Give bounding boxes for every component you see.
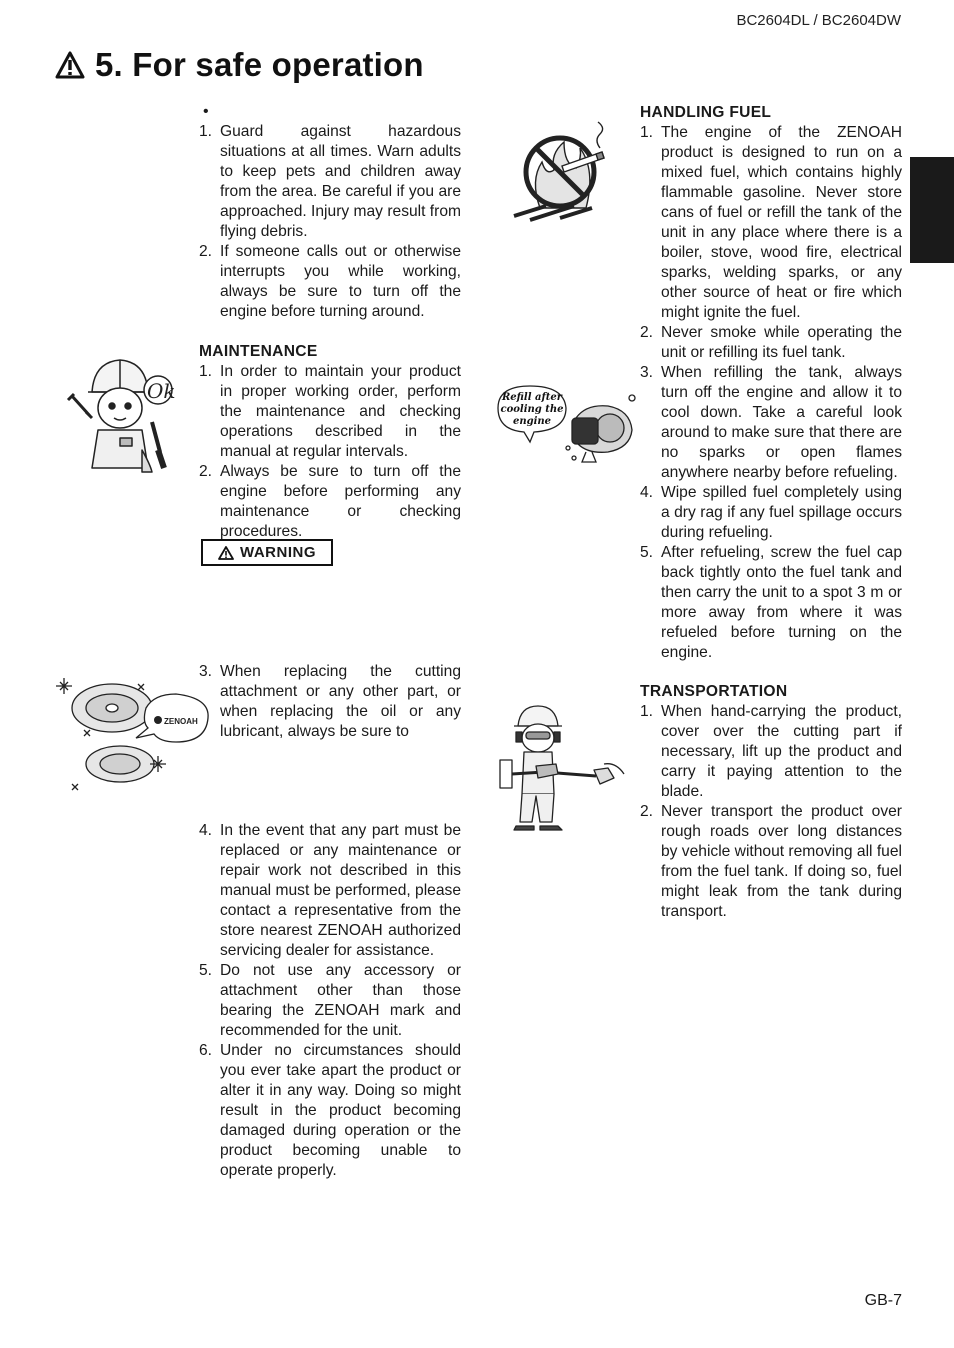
warning-triangle-icon [218,546,234,560]
blade-replacement-illustration [50,668,215,796]
list-item: 1. Guard against hazardous situations at all times. Warn adults to keep pets and children away from the area. Be careful if you are approached. Injury may result from flying debris. [199,123,461,240]
list-item: 6. Under no circumstances should you ever take apart the product or alter it in any way. Doing so might result in the product becoming damaged during operation or the product becoming unable to operate properly. [199,1042,461,1179]
list-item: 3. When replacing the cutting attachment or any other part, or when replacing the oil or any lubricant, always be sure to [199,663,461,740]
replacement-item [199,662,461,742]
list-item: 1. The engine of the ZENOAH product is designed to run on a mixed fuel, which contains highly flammable gasoline. Never store cans of fuel or refill the tank of the unit in any place where there is a boiler, stove, wood fire, electrical sparks, welding sparks, or any other source of heat or fire which might ignite the fuel. [640,124,902,321]
carrying-worker-illustration [496,704,628,834]
list-item: 3. When refilling the tank, always turn off the engine and allow it to cool down. Take a careful look around to make sure that there are no sparks or open flames anywhere nearby before refueling. [640,364,902,481]
list-item: 2. If someone calls out or otherwise interrupts you while working, always be sure to turn off the engine before turning around. [199,243,461,320]
page-title [55,46,424,84]
list-item: 5. Do not use any accessory or attachment other than those bearing the ZENOAH mark and recommended for the unit. [199,962,461,1039]
list-item: 2. Never transport the product over rough roads over long distances by vehicle without removing all fuel from the fuel tank. If doing so, fuel might leak from the tank during transport. [640,803,902,920]
maintenance-worker-illustration [62,352,180,474]
bubble-line-1: Refill after [501,392,563,403]
list-item: 2. Always be sure to turn off the engine before performing any maintenance or checking procedures. [199,463,461,540]
transport-section [640,682,902,922]
maintenance-list [199,362,461,542]
service-items [199,821,461,1181]
transport-heading: TRANSPORTATION [640,683,788,700]
list-item: 1. When hand-carrying the product, cover over the cutting part if necessary, lift up the product and carry it paying attention to the blade. [640,703,902,800]
brand-label: ZENOAH [164,717,198,726]
no-fire-no-smoking-illustration [510,120,610,224]
bubble-line-2: cooling the [500,404,564,415]
page-number: GB-7 [864,1292,902,1309]
list-item: 4. Wipe spilled fuel completely using a dry rag if any fuel spillage occurs during refueling. [640,484,902,541]
fuel-section [640,103,902,663]
list-item: 4. In the event that any part must be replaced or any maintenance or repair work not described in this manual must be performed, please contact a representative from the store nearest ZENOAH authorized servicing dealer for assistance. [199,822,461,959]
transport-list [640,702,902,922]
ok-speech-text: Ok [147,379,176,403]
fuel-list [640,123,902,663]
warning-text: WARNING [240,544,316,561]
refuel-engine-illustration [490,378,640,468]
list-item: 2. Never smoke while operating the unit or refilling its fuel tank. [640,324,902,361]
bubble-line-3: engine [512,416,552,427]
bullet-point: • [203,103,209,120]
warning-label [201,539,333,566]
page-title-text: 5. For safe operation [95,46,424,83]
warning-triangle-icon [55,51,85,79]
list-item: 5. After refueling, screw the fuel cap back tightly onto the fuel tank and then carry the unit to a spot 3 m or more away from where it was refueled before turning on the engine. [640,544,902,661]
fuel-heading: HANDLING FUEL [640,104,772,121]
intro-section [199,102,461,322]
maintenance-heading: MAINTENANCE [199,343,318,360]
list-item: 1. In order to maintain your product in proper working order, perform the maintenance and checking operations described in the manual at regular intervals. [199,363,461,460]
maintenance-section [199,342,461,542]
model-number: BC2604DL / BC2604DW [736,12,901,29]
section-tab-marker [910,157,954,263]
intro-list [199,122,461,322]
